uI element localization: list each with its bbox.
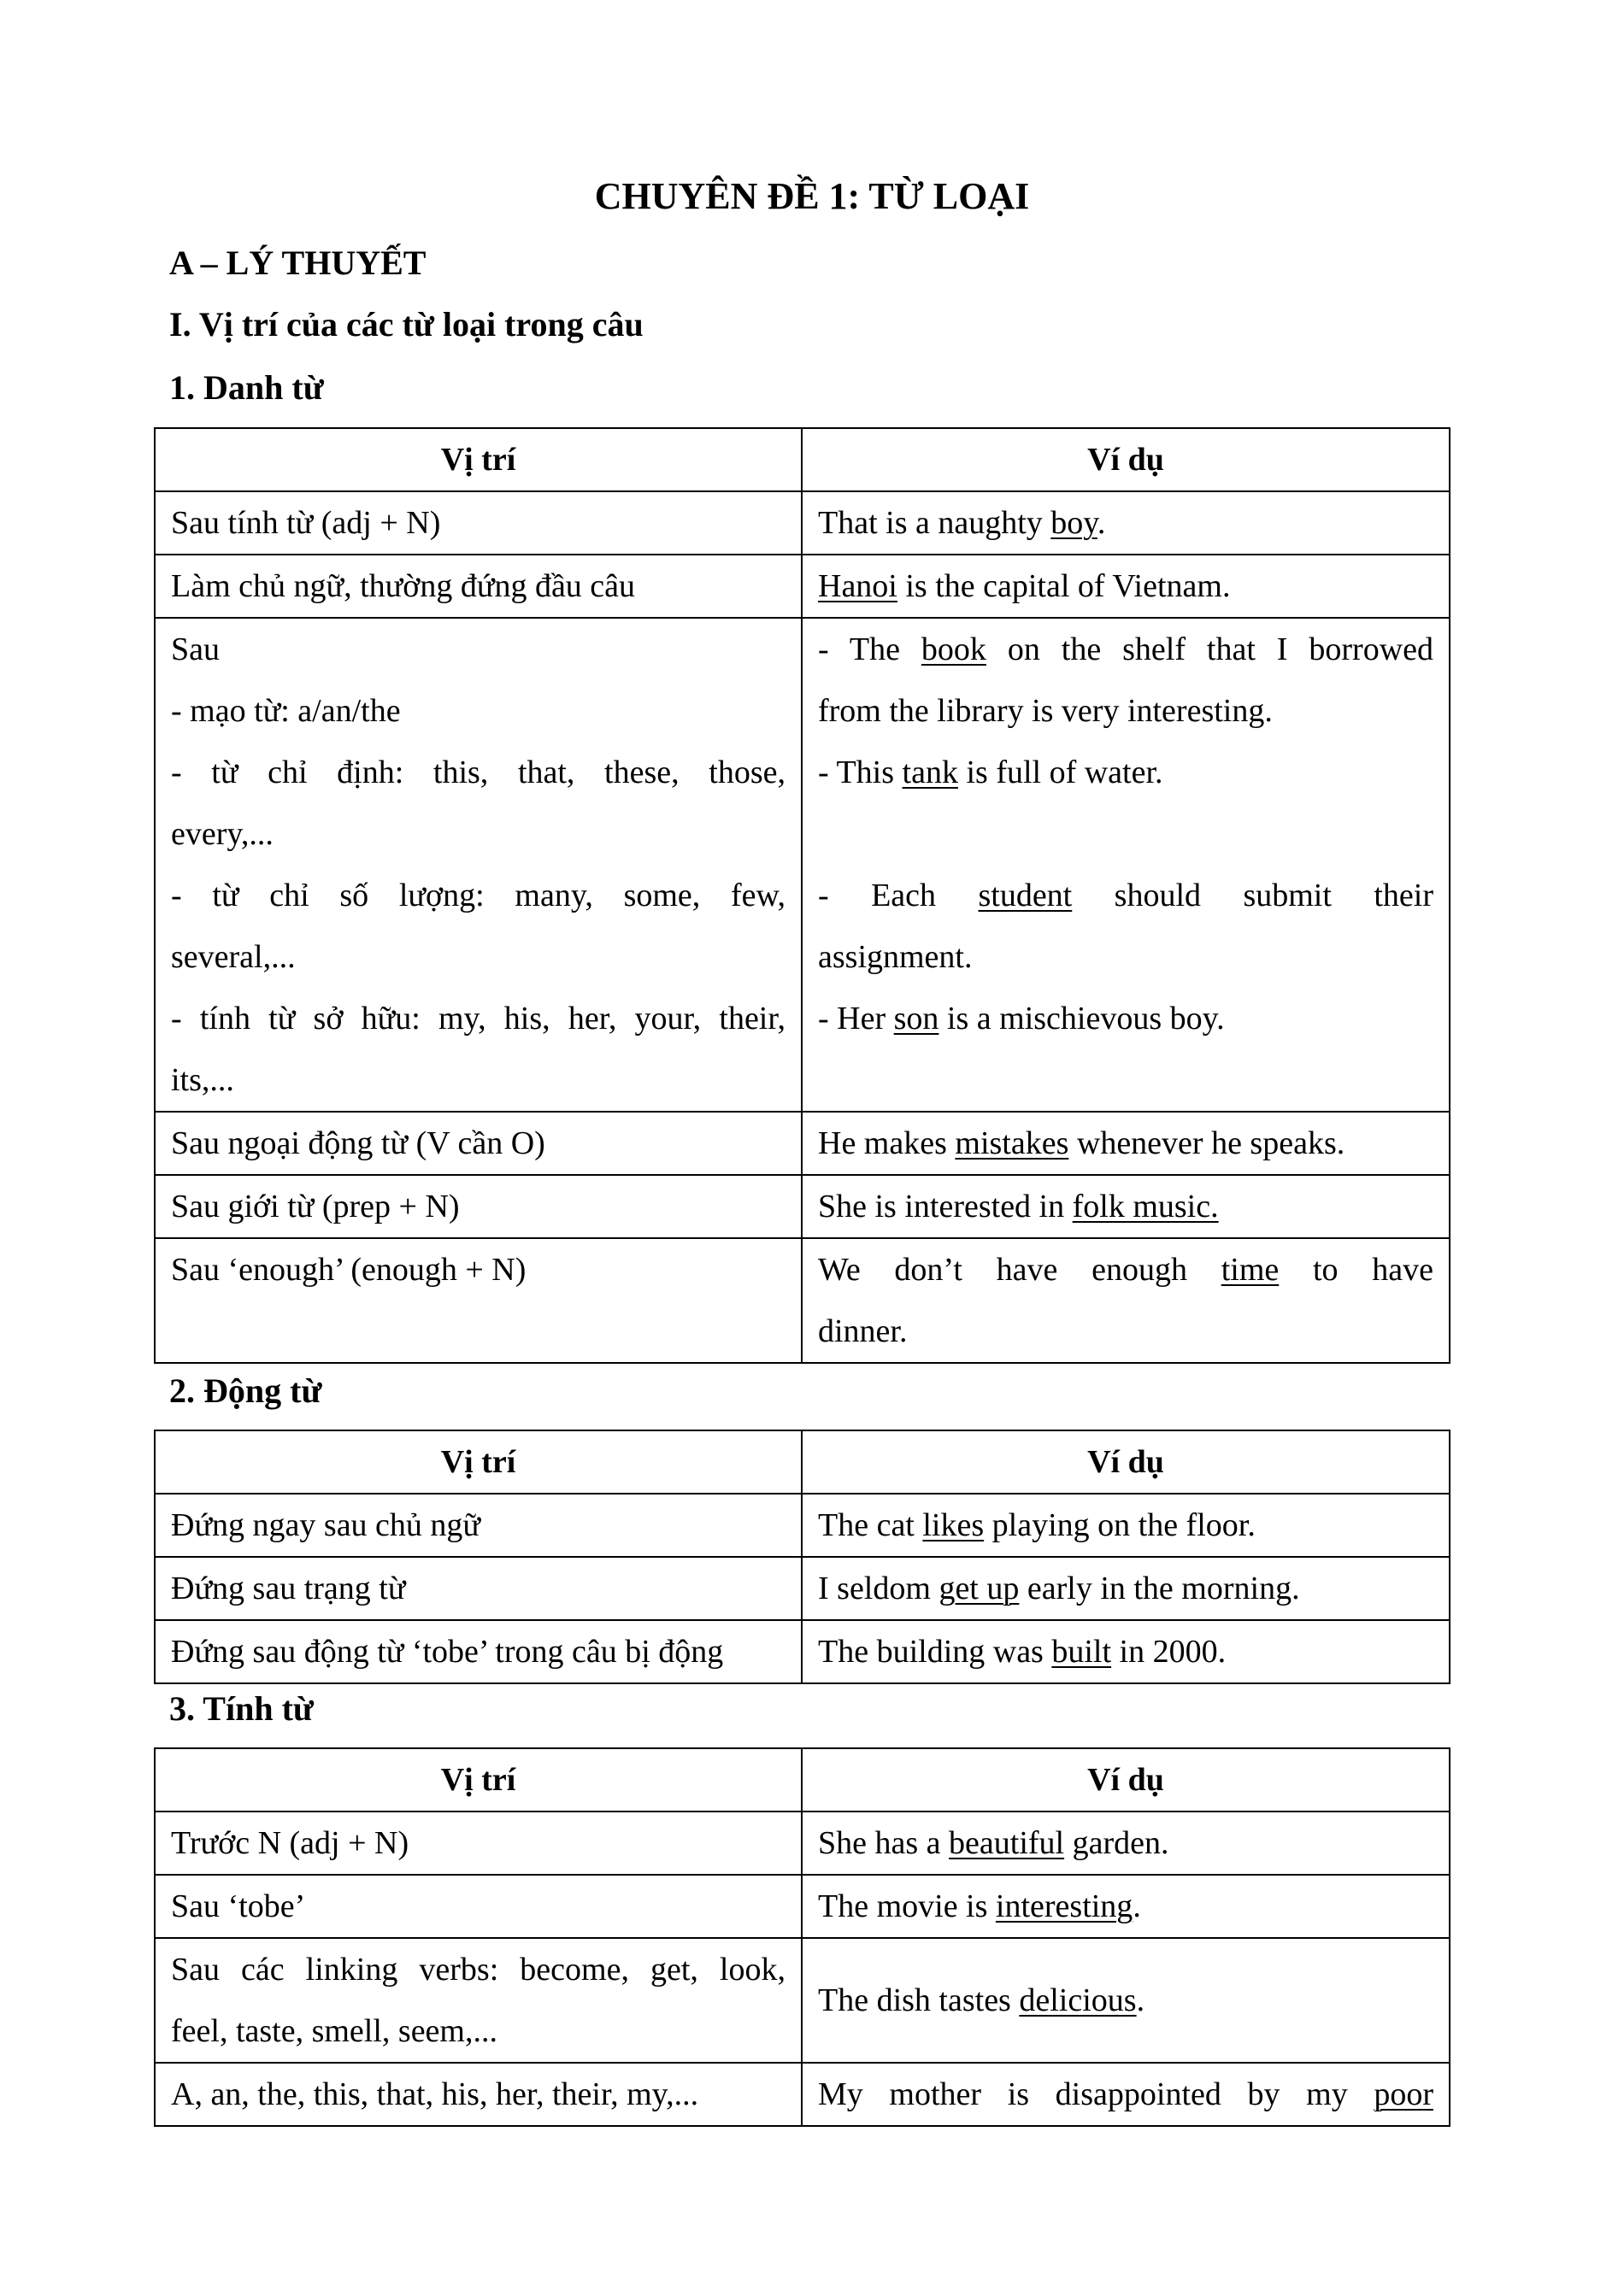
position-line: several,... [171, 939, 296, 975]
column-header-example: Ví dụ [802, 428, 1450, 491]
blank-line [818, 803, 1433, 865]
example-cell [802, 555, 1450, 618]
position-cell: Sau giới từ (prep + N) [155, 1175, 802, 1238]
table-row [155, 491, 1450, 555]
position-line: Sau các linking verbs: become, get, look, [171, 1952, 786, 1988]
example-line [818, 988, 1433, 1049]
column-header-example: Ví dụ [802, 1748, 1450, 1812]
underlined-word: mistakes [955, 1125, 1069, 1161]
example-text: in 2000. [1111, 1634, 1227, 1670]
underlined-word: son [893, 1001, 939, 1036]
example-text: to have [1279, 1252, 1433, 1288]
example-line: dinner. [818, 1313, 908, 1349]
column-header-example: Ví dụ [802, 1430, 1450, 1494]
table-row [155, 1812, 1450, 1875]
column-header-position: Vị trí [155, 1748, 802, 1812]
underlined-word: delicious [1019, 1982, 1137, 2018]
example-text: - Each [818, 878, 979, 913]
table-row [155, 1938, 1450, 2063]
example-cell [802, 1494, 1450, 1557]
section-a-heading: A – LÝ THUYẾT [169, 244, 427, 282]
table-row [155, 1557, 1450, 1620]
example-cell [802, 1938, 1450, 2063]
noun-heading: 1. Danh từ [169, 368, 324, 407]
position-line: every,... [171, 816, 274, 852]
example-text: The cat [818, 1507, 923, 1543]
example-text: is full of water. [957, 755, 1163, 790]
position-cell: Đứng sau động từ ‘tobe’ trong câu bị động [155, 1620, 802, 1683]
example-cell [802, 1812, 1450, 1875]
position-line: - từ chỉ số lượng: many, some, few, [171, 878, 786, 913]
position-cell: A, an, the, this, that, his, her, their, my,... [155, 2063, 802, 2126]
example-text: She has a [818, 1825, 950, 1861]
example-text: The movie is [818, 1888, 996, 1924]
adjective-table [154, 1747, 1450, 2127]
table-row [155, 1238, 1450, 1363]
position-cell: Đứng ngay sau chủ ngữ [155, 1494, 802, 1557]
adjective-heading: 3. Tính từ [169, 1689, 314, 1728]
table-row [155, 1175, 1450, 1238]
position-line: - mạo từ: a/an/the [171, 693, 401, 729]
page-title: CHUYÊN ĐỀ 1: TỪ LOẠI [594, 175, 1030, 217]
example-cell [802, 1112, 1450, 1175]
example-cell [802, 1175, 1450, 1238]
example-line [818, 742, 1433, 803]
table-row [155, 1112, 1450, 1175]
table-row [155, 1494, 1450, 1557]
position-line: - tính từ sở hữu: my, his, her, your, their, [171, 1001, 786, 1036]
position-line: its,... [171, 1062, 234, 1098]
underlined-word: built [1051, 1634, 1112, 1670]
underlined-word: time [1221, 1252, 1280, 1288]
position-line: feel, taste, smell, seem,... [171, 2013, 497, 2049]
example-text: - This [818, 755, 903, 790]
position-line: - từ chỉ định: this, that, these, those, [171, 755, 786, 790]
table-header-row [155, 1430, 1450, 1494]
example-text: The building was [818, 1634, 1052, 1670]
table-row [155, 2063, 1450, 2126]
position-cell: Sau ‘enough’ (enough + N) [155, 1238, 802, 1363]
position-line: Sau [171, 631, 220, 667]
example-line: assignment. [818, 939, 973, 975]
underlined-word: book [921, 631, 986, 667]
example-text: - Her [818, 1001, 894, 1036]
example-cell [802, 491, 1450, 555]
noun-table [154, 427, 1450, 1364]
column-header-position: Vị trí [155, 1430, 802, 1494]
column-header-position: Vị trí [155, 428, 802, 491]
example-text: - The [818, 631, 921, 667]
example-line: from the library is very interesting. [818, 693, 1273, 729]
position-cell: Sau ‘tobe’ [155, 1875, 802, 1938]
underlined-word: boy [1050, 505, 1097, 541]
underlined-word: beautiful [949, 1825, 1065, 1861]
example-text: playing on the floor. [984, 1507, 1256, 1543]
example-text: . [1136, 1982, 1145, 2018]
example-text: garden. [1064, 1825, 1169, 1861]
underlined-word: tank [902, 755, 958, 790]
table-header-row [155, 428, 1450, 491]
position-cell: Đứng sau trạng từ [155, 1557, 802, 1620]
example-cell [802, 2063, 1450, 2126]
position-cell: Sau ngoại động từ (V cần O) [155, 1112, 802, 1175]
position-cell [155, 1938, 802, 2063]
verb-heading: 2. Động từ [169, 1371, 322, 1410]
position-cell: Sau tính từ (adj + N) [155, 491, 802, 555]
verb-table [154, 1430, 1450, 1684]
table-row [155, 1620, 1450, 1683]
example-text: He makes [818, 1125, 956, 1161]
underlined-word: likes [922, 1507, 985, 1543]
underlined-word: folk music. [1072, 1189, 1219, 1224]
example-cell [802, 1875, 1450, 1938]
position-cell [155, 618, 802, 1112]
example-line [818, 1239, 1433, 1301]
example-text: My mother is disappointed by my [818, 2076, 1374, 2112]
underlined-word: Hanoi [818, 568, 897, 604]
underlined-word: interesting [995, 1888, 1133, 1924]
example-text: is a mischievous boy. [939, 1001, 1225, 1036]
example-text: on the shelf that I borrowed [986, 631, 1434, 667]
example-cell [802, 618, 1450, 1112]
example-text: We don’t have enough [818, 1252, 1221, 1288]
underlined-word: get up [939, 1571, 1020, 1606]
table-row [155, 555, 1450, 618]
example-text: That is a naughty [818, 505, 1051, 541]
example-text: I seldom [818, 1571, 939, 1606]
underlined-word: poor [1374, 2076, 1433, 2112]
example-text: should submit their [1072, 878, 1433, 913]
example-line [818, 2064, 1433, 2125]
example-text: whenever he speaks. [1068, 1125, 1345, 1161]
example-cell [802, 1238, 1450, 1363]
example-text: . [1097, 505, 1106, 541]
section-i-heading: I. Vị trí của các từ loại trong câu [169, 305, 644, 344]
example-cell [802, 1620, 1450, 1683]
table-header-row [155, 1748, 1450, 1812]
example-text: . [1133, 1888, 1141, 1924]
example-text: The dish tastes [818, 1982, 1020, 2018]
position-cell: Làm chủ ngữ, thường đứng đầu câu [155, 555, 802, 618]
example-line [818, 619, 1433, 680]
underlined-word: student [978, 878, 1073, 913]
position-cell: Trước N (adj + N) [155, 1812, 802, 1875]
example-text: is the capital of Vietnam. [897, 568, 1231, 604]
table-row [155, 618, 1450, 1112]
example-line [818, 865, 1433, 926]
example-text: early in the morning. [1019, 1571, 1300, 1606]
example-cell [802, 1557, 1450, 1620]
table-row [155, 1875, 1450, 1938]
example-text: She is interested in [818, 1189, 1073, 1224]
